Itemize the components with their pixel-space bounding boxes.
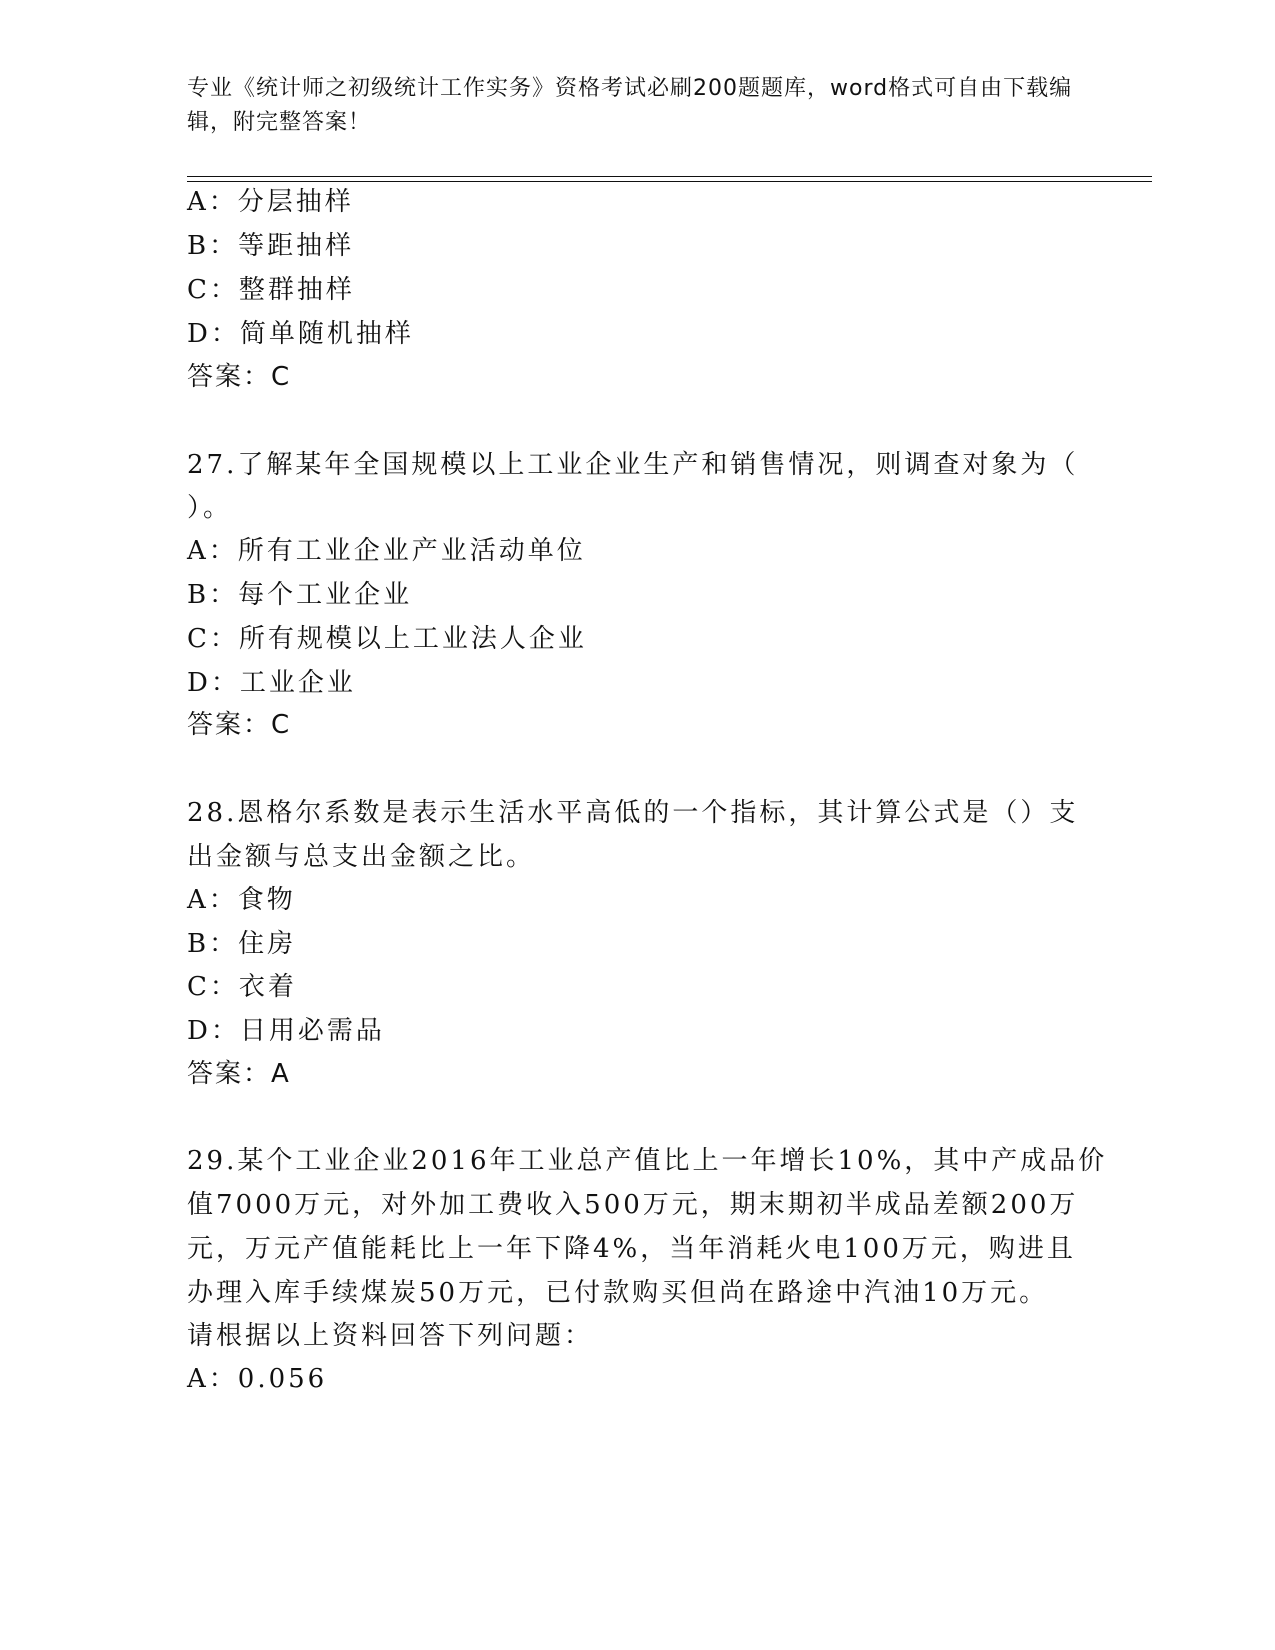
q28-answer: 答案：A — [187, 1059, 291, 1089]
q28-stem-line-1: 28.恩格尔系数是表示生活水平高低的一个指标，其计算公式是（）支 — [187, 798, 1079, 828]
q28-option-d: D：日用必需品 — [187, 1016, 385, 1046]
q29-stem-line-1: 29.某个工业企业2016年工业总产值比上一年增长10%，其中产成品价 — [187, 1146, 1108, 1176]
header-divider-top — [187, 176, 1152, 177]
q27-option-d: D：工业企业 — [187, 668, 356, 698]
q26-option-b: B：等距抽样 — [187, 231, 355, 261]
q29-stem-line-2: 值7000万元，对外加工费收入500万元，期末期初半成品差额200万 — [187, 1190, 1079, 1220]
q26-option-d: D：简单随机抽样 — [187, 319, 414, 349]
q27-stem-line-2: ）。 — [187, 493, 233, 523]
q26-option-c: C：整群抽样 — [187, 275, 355, 305]
q27-option-a: A：所有工业企业产业活动单位 — [187, 536, 586, 566]
q29-option-a: A：0.056 — [187, 1364, 328, 1394]
document-header: 专业《统计师之初级统计工作实务》资格考试必刷200题题库，word格式可自由下载编辑，附完整答案！ — [187, 76, 1073, 135]
q26-option-a: A：分层抽样 — [187, 187, 354, 217]
q28-stem-line-2: 出金额与总支出金额之比。 — [187, 842, 536, 872]
q29-stem-line-5: 请根据以上资料回答下列问题： — [187, 1321, 594, 1351]
q28-option-b: B：住房 — [187, 929, 297, 959]
q27-option-c: C：所有规模以上工业法人企业 — [187, 624, 587, 654]
q28-option-a: A：食物 — [187, 885, 296, 915]
q28-option-c: C：衣着 — [187, 972, 297, 1002]
q29-stem-line-3: 元，万元产值能耗比上一年下降4%，当年消耗火电100万元，购进且 — [187, 1234, 1076, 1264]
q27-option-b: B：每个工业企业 — [187, 580, 413, 610]
header-divider-bottom — [187, 181, 1152, 182]
q27-answer: 答案：C — [187, 710, 292, 740]
q29-stem-line-4: 办理入库手续煤炭50万元，已付款购买但尚在路途中汽油10万元。 — [187, 1278, 1049, 1308]
q26-answer: 答案：C — [187, 362, 292, 392]
q27-stem-line-1: 27.了解某年全国规模以上工业企业生产和销售情况，则调查对象为（ — [187, 450, 1079, 480]
